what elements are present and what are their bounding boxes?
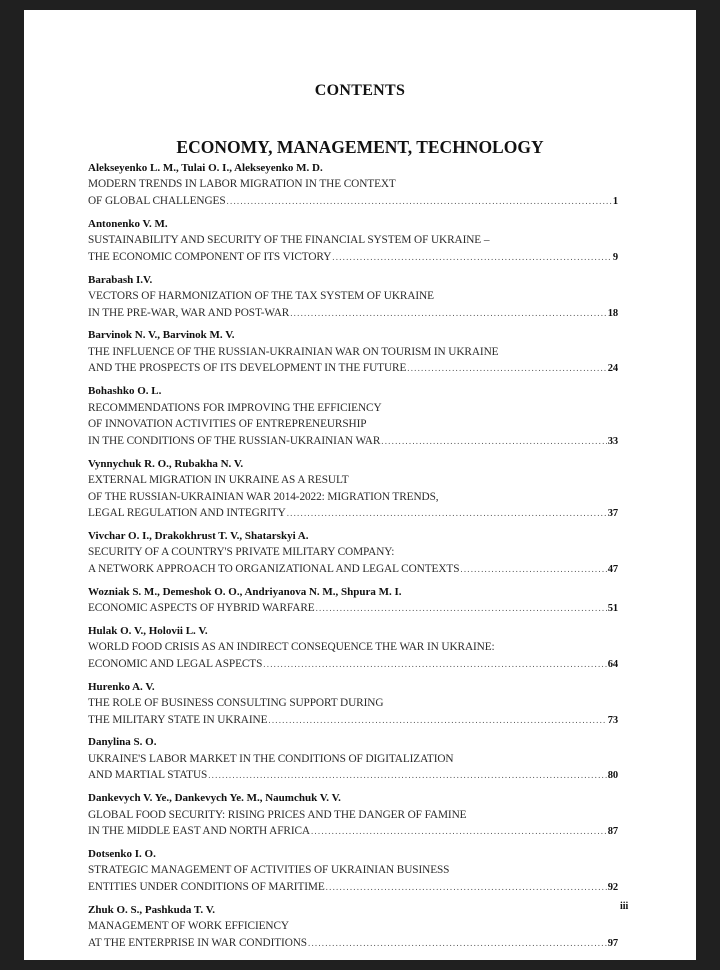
entry-title-text: AND MARTIAL STATUS: [88, 769, 208, 782]
entry-title-last-line: [88, 305, 618, 323]
entry-title-line: OF THE RUSSIAN-UKRAINIAN WAR 2014-2022: MIGRATION TRENDS,: [88, 490, 439, 503]
entry-page-number: 80: [607, 770, 618, 782]
entry-page-number: 9: [612, 251, 618, 263]
entry-title-last-line: [88, 767, 618, 785]
entry-page-number: 33: [607, 435, 618, 447]
entry-page-number: 1: [612, 196, 618, 207]
entry-authors: Zhuk O. S., Pashkuda T. V.: [88, 903, 215, 916]
dot-leader: [268, 712, 606, 729]
dot-leader: [227, 193, 612, 210]
toc-entry[interactable]: [88, 735, 618, 785]
entry-title-text: LEGAL REGULATION AND INTEGRITY: [88, 507, 286, 520]
entry-title-text: ECONOMIC AND LEGAL ASPECTS: [88, 657, 263, 670]
entry-authors: Hurenko A. V.: [88, 680, 155, 693]
dot-leader: [208, 767, 606, 784]
toc-entry[interactable]: [88, 328, 618, 378]
entry-title-text: A NETWORK APPROACH TO ORGANIZATIONAL AND LEGAL CONTEXTS: [88, 562, 460, 575]
dot-leader: [316, 600, 607, 617]
entry-title-text: IN THE PRE-WAR, WAR AND POST-WAR: [88, 306, 290, 319]
document-page: [24, 10, 696, 960]
entry-authors: Dankevych V. Ye., Dankevych Ye. M., Naumchuk V. V.: [88, 792, 341, 805]
entry-title-text: ECONOMIC ASPECTS OF HYBRID WARFARE: [88, 602, 315, 615]
entry-authors: Vivchar O. I., Drakokhrust T. V., Shatarskyi A.: [88, 529, 309, 542]
dot-leader: [263, 656, 606, 673]
dot-leader: [308, 935, 607, 952]
entry-title-line: THE ROLE OF BUSINESS CONSULTING SUPPORT DURING: [88, 697, 384, 710]
toc-entry[interactable]: [88, 384, 618, 450]
toc-entry[interactable]: [88, 680, 618, 730]
dot-leader: [290, 305, 606, 322]
entry-title-line: EXTERNAL MIGRATION IN UKRAINE AS A RESULT: [88, 473, 349, 486]
entry-title-last-line: [88, 505, 618, 523]
entry-title-text: IN THE CONDITIONS OF THE RUSSIAN-UKRAINIAN WAR: [88, 434, 381, 447]
entry-title-line: OF INNOVATION ACTIVITIES OF ENTREPRENEURSHIP: [88, 418, 367, 431]
entry-title-last-line: [88, 600, 618, 618]
entry-authors: Barvinok N. V., Barvinok M. V.: [88, 329, 235, 342]
dot-leader: [381, 433, 606, 450]
entry-title-line: UKRAINE'S LABOR MARKET IN THE CONDITIONS OF DIGITALIZATION: [88, 752, 454, 765]
entry-title-text: ENTITIES UNDER CONDITIONS OF MARITIME: [88, 880, 325, 893]
entry-title-last-line: [88, 433, 618, 451]
entry-authors: Barabash I.V.: [88, 273, 153, 286]
entry-title-line: SECURITY OF A COUNTRY'S PRIVATE MILITARY COMPANY:: [88, 546, 395, 559]
entry-title-last-line: [88, 823, 618, 841]
toc-entry[interactable]: [88, 273, 618, 323]
entry-page-number: 73: [607, 714, 618, 726]
entry-title-line: STRATEGIC MANAGEMENT OF ACTIVITIES OF UKRAINIAN BUSINESS: [88, 864, 450, 877]
entry-title-line: SUSTAINABILITY AND SECURITY OF THE FINANCIAL SYSTEM OF UKRAINE –: [88, 234, 490, 247]
entry-authors: Wozniak S. M., Demeshok O. O., Andriyanova N. M., Shpura M. I.: [88, 585, 402, 598]
entry-title-text: IN THE MIDDLE EAST AND NORTH AFRICA: [88, 825, 310, 838]
entry-authors: Danylina S. O.: [88, 736, 157, 749]
toc-entry[interactable]: [88, 161, 618, 211]
page-number: iii: [620, 901, 629, 912]
entry-title-last-line: [88, 712, 618, 730]
entry-authors: Alekseyenko L. M., Tulai O. I., Alekseyenko M. D.: [88, 162, 323, 174]
toc-entry[interactable]: [88, 847, 618, 897]
entry-authors: Antonenko V. M.: [88, 217, 168, 230]
dot-leader: [407, 360, 606, 377]
toc-entry[interactable]: [88, 217, 618, 267]
entry-title-text: THE ECONOMIC COMPONENT OF ITS VICTORY: [88, 250, 332, 263]
section-heading: ECONOMY, MANAGEMENT, TECHNOLOGY: [176, 137, 544, 157]
entry-title-line: MANAGEMENT OF WORK EFFICIENCY: [88, 920, 289, 933]
entry-title-text: OF GLOBAL CHALLENGES: [88, 195, 226, 207]
entry-title-line: MODERN TRENDS IN LABOR MIGRATION IN THE CONTEXT: [88, 178, 396, 191]
entry-title-last-line: [88, 656, 618, 674]
entry-page-number: 64: [607, 658, 618, 670]
entry-authors: Bohashko O. L.: [88, 385, 162, 398]
entry-page-number: 97: [607, 937, 618, 949]
entry-title-text: AND THE PROSPECTS OF ITS DEVELOPMENT IN THE FUTURE: [88, 362, 407, 375]
dot-leader: [460, 561, 606, 578]
toc-entry[interactable]: [88, 529, 618, 579]
entry-title-line: VECTORS OF HARMONIZATION OF THE TAX SYSTEM OF UKRAINE: [88, 289, 434, 302]
entry-title-line: THE INFLUENCE OF THE RUSSIAN-UKRAINIAN WAR ON TOURISM IN UKRAINE: [88, 345, 499, 358]
entry-authors: Vynnychuk R. O., Rubakha N. V.: [88, 457, 244, 470]
entry-title-text: AT THE ENTERPRISE IN WAR CONDITIONS: [88, 936, 307, 949]
toc-entry[interactable]: [88, 585, 618, 618]
dot-leader: [326, 879, 607, 896]
entry-title-last-line: [88, 935, 618, 953]
entry-title-text: THE MILITARY STATE IN UKRAINE: [88, 713, 268, 726]
entry-page-number: 87: [607, 826, 618, 838]
entry-title-line: RECOMMENDATIONS FOR IMPROVING THE EFFICIENCY: [88, 401, 382, 414]
toc-entry[interactable]: [88, 624, 618, 674]
entry-page-number: 92: [607, 881, 618, 893]
table-of-contents: [88, 161, 618, 959]
entry-title-last-line: [88, 249, 618, 267]
entry-title-last-line: [88, 561, 618, 579]
entry-authors: Dotsenko I. O.: [88, 847, 156, 860]
dot-leader: [311, 823, 607, 840]
toc-entry[interactable]: [88, 791, 618, 841]
toc-entry[interactable]: [88, 903, 618, 953]
dot-leader: [287, 505, 607, 522]
entry-title-last-line: [88, 193, 618, 211]
entry-page-number: 18: [607, 307, 618, 319]
contents-heading: CONTENTS: [314, 82, 406, 99]
entry-title-last-line: [88, 879, 618, 897]
entry-page-number: 47: [607, 563, 618, 575]
dot-leader: [332, 249, 612, 266]
entry-page-number: 37: [607, 508, 618, 520]
entry-page-number: 51: [607, 603, 618, 615]
entry-title-line: GLOBAL FOOD SECURITY: RISING PRICES AND THE DANGER OF FAMINE: [88, 808, 467, 821]
entry-title-line: WORLD FOOD CRISIS AS AN INDIRECT CONSEQUENCE THE WAR IN UKRAINE:: [88, 641, 495, 654]
entry-title-last-line: [88, 360, 618, 378]
entry-page-number: 24: [607, 363, 618, 375]
entry-authors: Hulak O. V., Holovii L. V.: [88, 624, 208, 637]
toc-entry[interactable]: [88, 457, 618, 523]
